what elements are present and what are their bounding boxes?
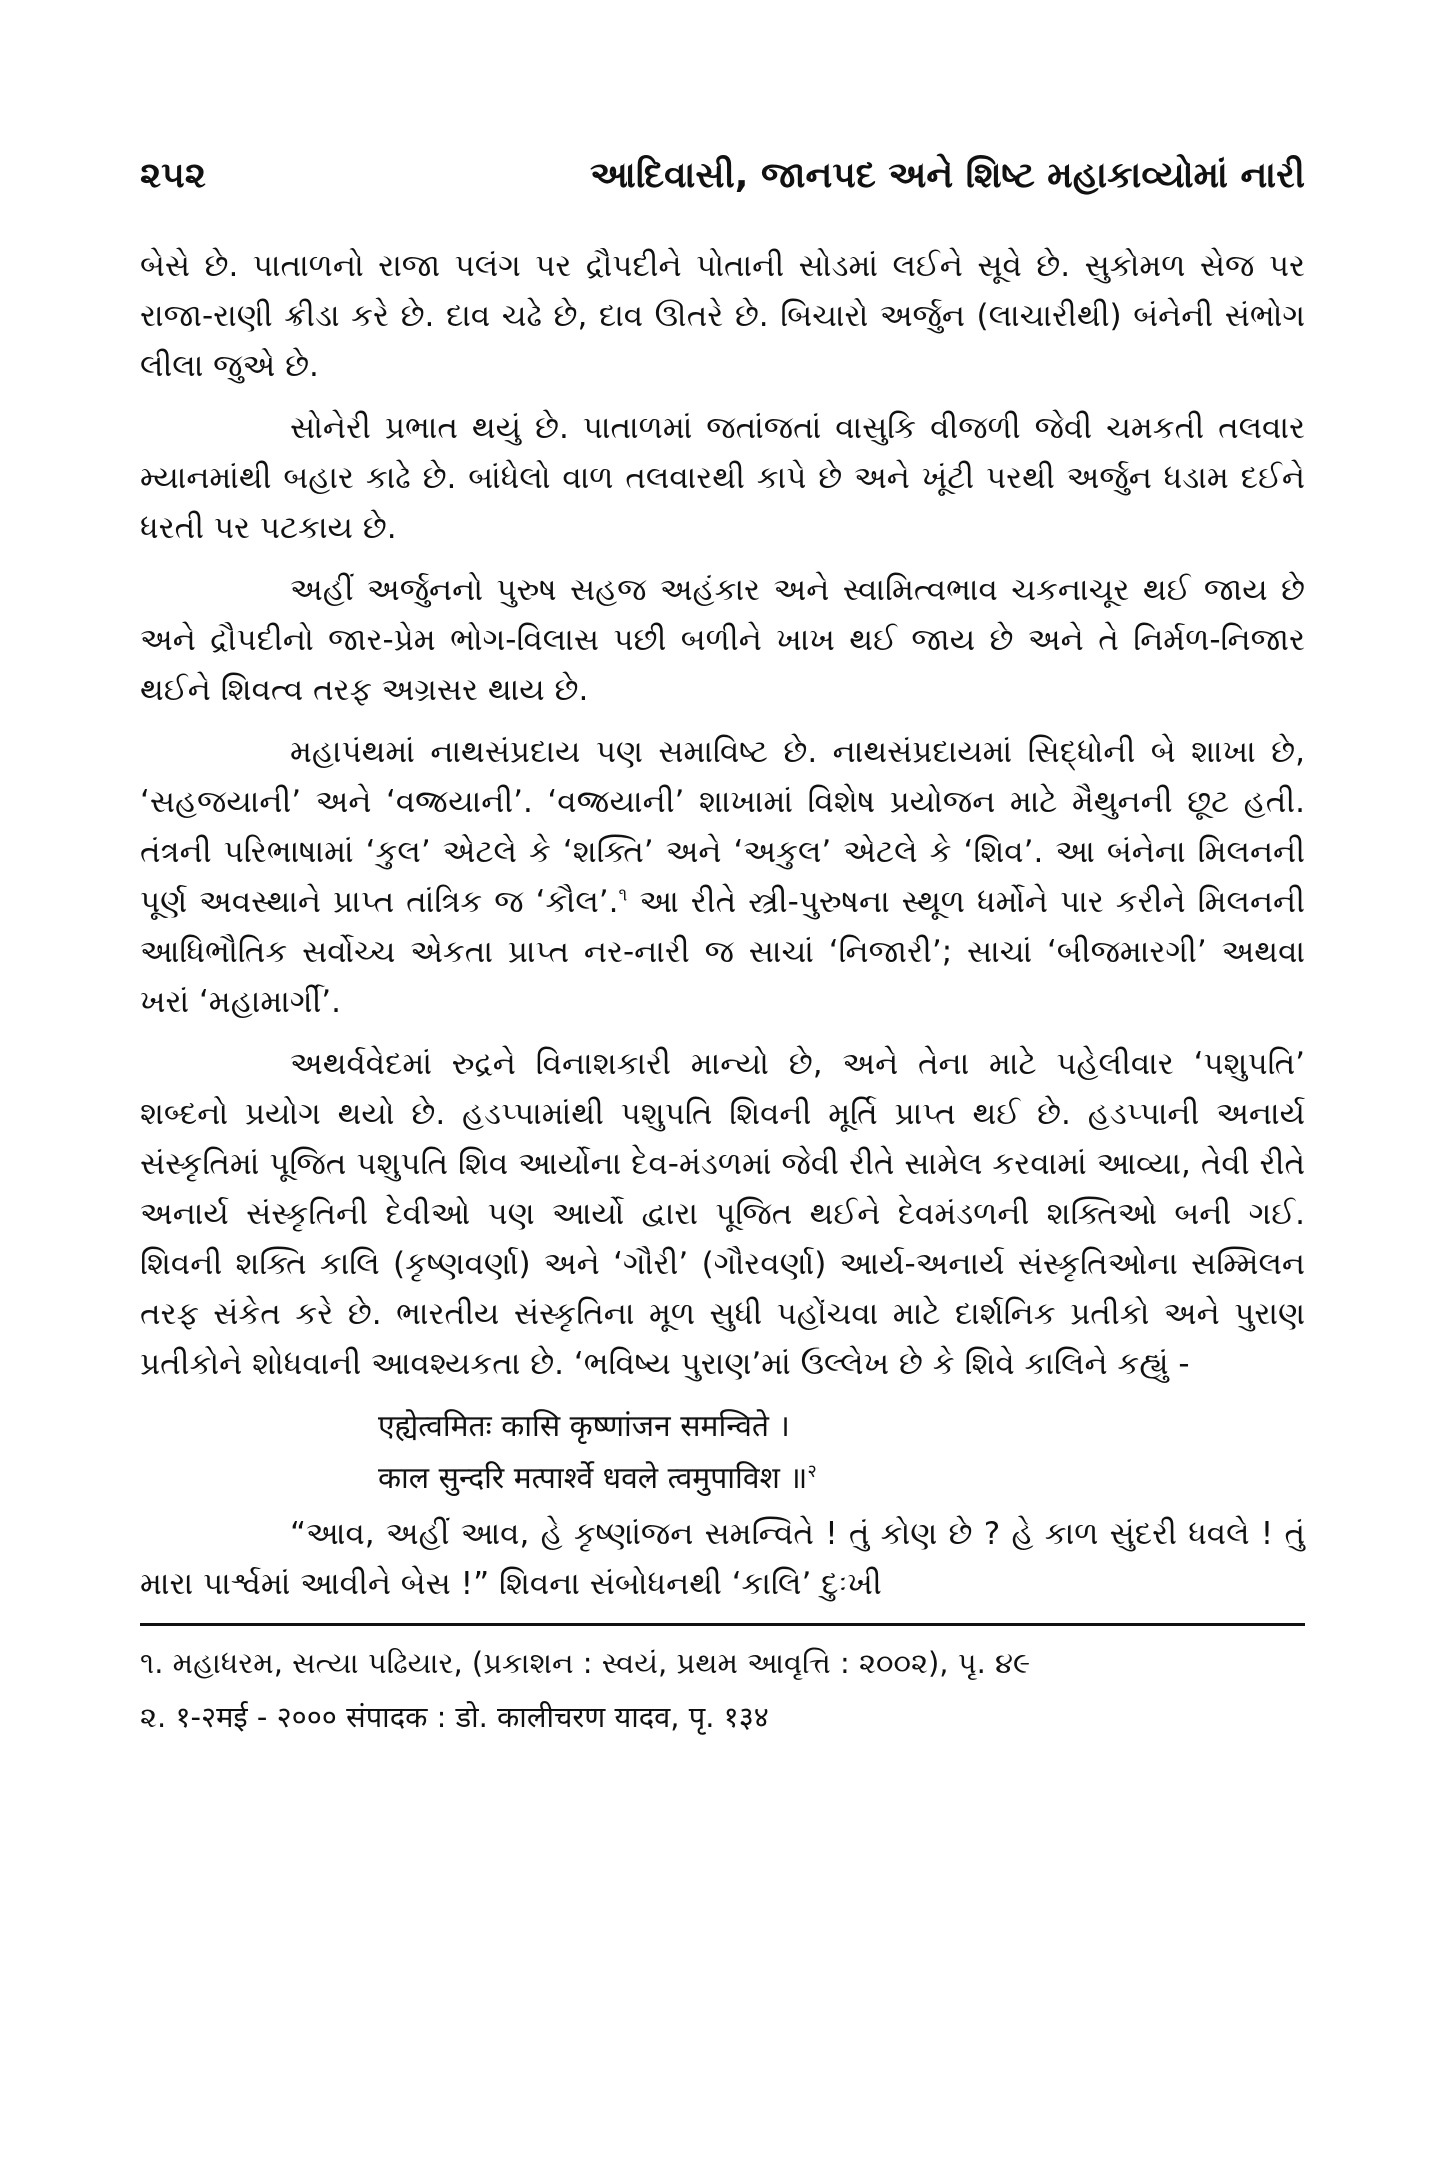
sanskrit-verse xyxy=(378,1401,1305,1505)
paragraph-1: બેસે છે. પાતાળનો રાજા પલંગ પર દ્રૌપદીને પોતાની સોડમાં લઈને સૂવે છે. સુકોમળ સેજ પર રાજા-રાણી ક્રીડા કરે છે. દાવ ચઢે છે, દાવ ઊતરે છે. બિચારો અર્જુન (લાચારીથી) બંનેની સંભોગ લીલા જુએ છે. xyxy=(140,248,1305,384)
verse-translation: “આવ, અહીં આવ, હે કૃષ્ણાંજન સમન્વિતે ! તું કોણ છે ? હે કાળ સુંદરી ધવલે ! તું મારા પાર્શ્વમાં આવીને બેસ !” શિવના સંબોધનથી ‘કાલિ’ દુઃખી xyxy=(140,1516,1305,1602)
verse-line-1: एह्येत्वमितः कासि कृष्णांजन समन्विते । xyxy=(378,1409,790,1444)
footnotes xyxy=(140,1636,1305,1744)
verse-line-2 xyxy=(378,1453,1305,1505)
paragraph-4 xyxy=(140,727,1305,1027)
footnote-ref-1: ૧ xyxy=(618,884,628,906)
running-title: આદિવાસી, જાનપદ અને શિષ્ટ મહાકાવ્યોમાં નારી xyxy=(590,155,1305,196)
paragraph-4-continuation: આ રીતે સ્ત્રી-પુરુષના સ્થૂળ ધર્મોને પાર કરીને મિલનની આધિભૌતિક સર્વોચ્ચ એકતા પ્રાપ્ત નર-નારી જ સાચાં ‘નિજારી’; સાચાં ‘બીજમારગી’ અથવા ખરાં ‘મહામાર્ગી’. xyxy=(140,884,1306,1020)
page-header xyxy=(140,155,1305,211)
body-text xyxy=(140,241,1305,1609)
paragraph-3: અહીં અર્જુનનો પુરુષ સહજ અહંકાર અને સ્વામિત્વભાવ ચકનાચૂર થઈ જાય છે અને દ્રૌપદીનો જાર-પ્રેમ ભોગ-વિલાસ પછી બળીને ખાખ થઈ જાય છે અને તે નિર્મળ-નિજાર થઈને શિવત્વ તરફ અગ્રસર થાય છે. xyxy=(140,572,1305,708)
page-number: ૨૫૨ xyxy=(140,155,206,196)
footnote-ref-2: २ xyxy=(807,1461,817,1482)
paragraph-4-text: મહાપંથમાં નાથસંપ્રદાય પણ સમાવિષ્ટ છે. નાથસંપ્રદાયમાં સિદ્ધોની બે શાખા છે, ‘સહજયાની’ અને ‘વજ્રયાની’. ‘વજ્રયાની’ શાખામાં વિશેષ પ્રયોજન માટે મૈથુનની છૂટ હતી. તંત્રની પરિભાષામાં ‘કુલ’ એટલે કે ‘શક્તિ’ અને ‘અકુલ’ એટલે કે ‘શિવ’. આ બંનેના મિલનની પૂર્ણ અવસ્થાને પ્રાપ્ત તાંત્રિક જ ‘કૌલ’. xyxy=(140,734,1305,920)
footnote-divider xyxy=(140,1623,1305,1626)
paragraph-2: સોનેરી પ્રભાત થયું છે. પાતાળમાં જતાંજતાં વાસુકિ વીજળી જેવી ચમકતી તલવાર મ્યાનમાંથી બહાર કાઢે છે. બાંધેલો વાળ તલવારથી કાપે છે અને ખૂંટી પરથી અર્જુન ધડામ દઈને ધરતી પર પટકાય છે. xyxy=(140,410,1305,546)
footnote-1: ૧. મહાધરમ, સત્યા પઢિયાર, (પ્રકાશન : સ્વયં, પ્રથમ આવૃત્તિ : ૨૦૦૨), પૃ. ૪૯ xyxy=(140,1646,1031,1680)
paragraph-5: અથર્વવેદમાં રુદ્રને વિનાશકારી માન્યો છે, અને તેના માટે પહેલીવાર ‘પશુપતિ’ શબ્દનો પ્રયોગ થયો છે. હડપ્પામાંથી પશુપતિ શિવની મૂર્તિ પ્રાપ્ત થઈ છે. હડપ્પાની અનાર્ય સંસ્કૃતિમાં પૂજિત પશુપતિ શિવ આર્યોના દેવ-મંડળમાં જેવી રીતે સામેલ કરવામાં આવ્યા, તેવી રીતે અનાર્ય સંસ્કૃતિની દેવીઓ પણ આર્યો દ્વારા પૂજિત થઈને દેવમંડળની શક્તિઓ બની ગઈ. શિવની શક્તિ કાલિ (કૃષ્ણવર્ણા) અને ‘ગૌરી’ (ગૌરવર્ણા) આર્ય-અનાર્ય સંસ્કૃતિઓના સમ્મિલન તરફ સંકેત કરે છે. ભારતીય સંસ્કૃતિના મૂળ સુધી પહોંચવા માટે દાર્શનિક પ્રતીકો અને પુરાણ પ્રતીકોને શોધવાની આવશ્યકતા છે. ‘ભવિષ્ય પુરાણ’માં ઉલ્લેખ છે કે શિવે કાલિને કહ્યું - xyxy=(140,1046,1305,1382)
verse-line-2-text: काल सुन्दरि मत्पार्श्वे धवले त्वमुपाविश ॥ xyxy=(378,1461,808,1496)
footnote-2: ૨. १-२मई - २००० संपादक : डो. कालीचरण यादव, पृ. १३४ xyxy=(140,1700,769,1734)
book-page xyxy=(140,155,1305,1744)
